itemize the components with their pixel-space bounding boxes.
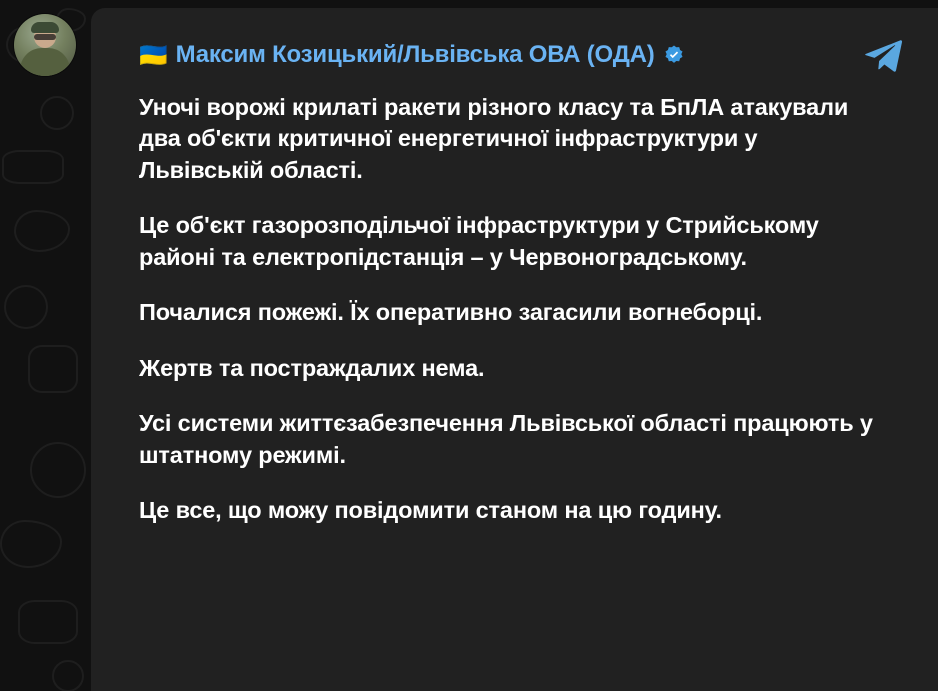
message-paragraph: Жертв та постраждалих нема. [139,354,485,381]
wallpaper-doodle [28,345,78,393]
message-paragraph: Це все, що можу повідомити станом на цю годину. [139,497,722,524]
verified-check-icon [663,44,685,66]
message-header [139,34,904,76]
message-body [139,92,904,527]
avatar-cap [31,22,59,33]
ukraine-flag-icon: 🇺🇦 [139,41,168,68]
channel-name[interactable]: Максим Козицький/Львівська ОВА (ОДА) [175,41,655,68]
telegram-logo-icon [862,34,904,76]
wallpaper-doodle [52,660,84,691]
message-bubble [91,8,938,691]
avatar[interactable] [14,14,76,76]
message-paragraph: Почалися пожежі. Їх оперативно загасили вогнеборці. [139,299,763,326]
message-paragraph: Це об'єкт газорозподільчої інфраструктури у Стрийському районі та електропідстанція – у Червоноградському. [139,212,819,270]
wallpaper-doodle [14,210,70,252]
wallpaper-doodle [2,150,64,184]
wallpaper-doodle [18,600,78,644]
wallpaper-doodle [4,285,48,329]
message-paragraph: Усі системи життєзабезпечення Львівської області працюють у штатному режимі. [139,410,873,468]
wallpaper-doodle [0,520,62,568]
message-paragraph: Уночі ворожі крилаті ракети різного класу та БпЛА атакували два об'єкти критичної енергетичної інфраструктури у Львівській області. [139,94,849,183]
avatar-glasses [34,34,56,40]
avatar-body [20,48,70,76]
wallpaper-doodle [30,442,86,498]
wallpaper-doodle [40,96,74,130]
